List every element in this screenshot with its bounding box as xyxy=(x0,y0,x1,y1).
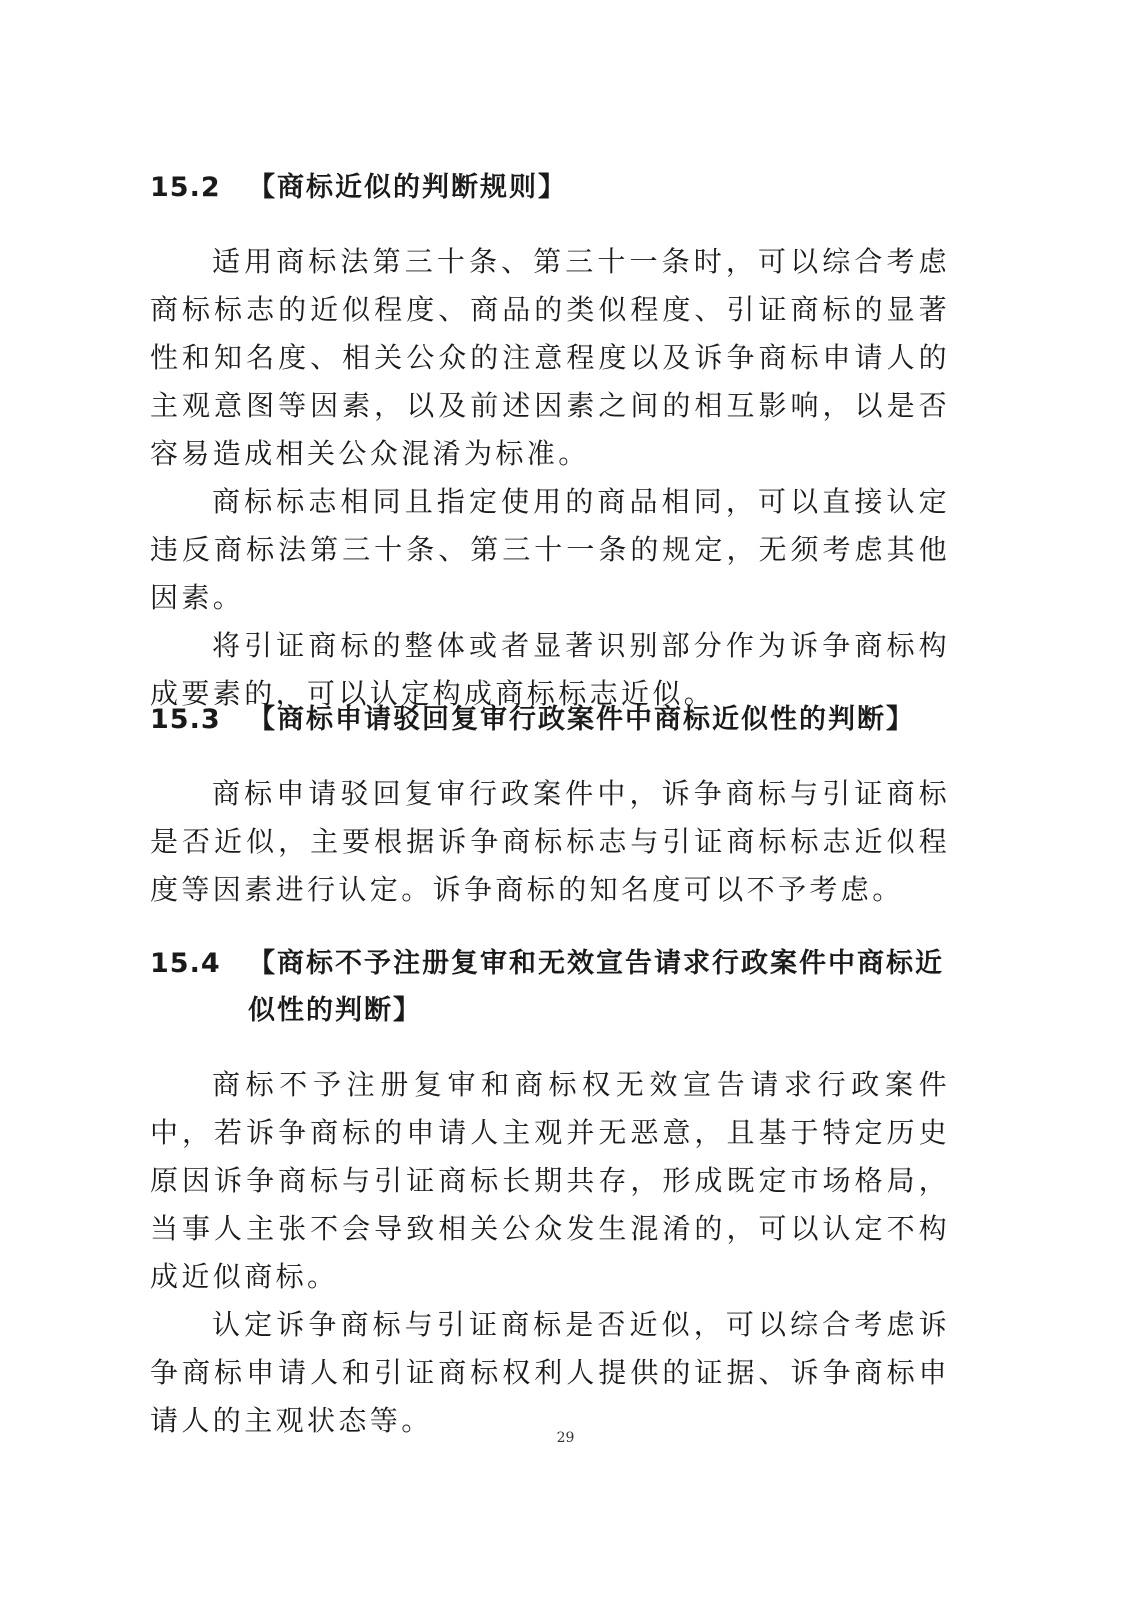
section-15-2 xyxy=(150,164,950,718)
page-number: 29 xyxy=(556,1430,575,1446)
paragraph: 商标标志相同且指定使用的商品相同，可以直接认定违反商标法第三十条、第三十一条的规定，无须考虑其他因素。 xyxy=(150,485,950,614)
section-title: 【商标申请驳回复审行政案件中商标近似性的判断】 xyxy=(248,704,915,735)
section-title: 【商标不予注册复审和无效宣告请求行政案件中商标近似性的判断】 xyxy=(248,948,944,1026)
paragraph: 适用商标法第三十条、第三十一条时，可以综合考虑商标标志的近似程度、商品的类似程度、引证商标的显著性和知名度、相关公众的注意程度以及诉争商标申请人的主观意图等因素，以及前述因素之间的相互影响，以是否容易造成相关公众混淆为标准。 xyxy=(150,245,950,470)
section-15-4 xyxy=(150,940,950,1445)
paragraph: 商标不予注册复审和商标权无效宣告请求行政案件中，若诉争商标的申请人主观并无恶意，且基于特定历史原因诉争商标与引证商标长期共存，形成既定市场格局，当事人主张不会导致相关公众发生混淆的，可以认定不构成近似商标。 xyxy=(150,1068,950,1293)
paragraph: 商标申请驳回复审行政案件中，诉争商标与引证商标是否近似，主要根据诉争商标标志与引证商标标志近似程度等因素进行认定。诉争商标的知名度可以不予考虑。 xyxy=(150,777,950,906)
section-heading xyxy=(150,164,950,211)
paragraph: 认定诉争商标与引证商标是否近似，可以综合考虑诉争商标申请人和引证商标权利人提供的证据、诉争商标申请人的主观状态等。 xyxy=(150,1308,950,1437)
section-15-3 xyxy=(150,696,950,914)
section-heading xyxy=(150,696,950,743)
section-heading xyxy=(150,940,950,1034)
section-number: 15.4 xyxy=(150,948,221,979)
section-title: 【商标近似的判断规则】 xyxy=(248,172,567,203)
document-page xyxy=(150,0,950,1600)
section-number: 15.3 xyxy=(150,704,221,735)
section-number: 15.2 xyxy=(150,172,221,203)
paragraph: 将引证商标的整体或者显著识别部分作为诉争商标构成要素的，可以认定构成商标标志近似。 xyxy=(150,629,950,710)
